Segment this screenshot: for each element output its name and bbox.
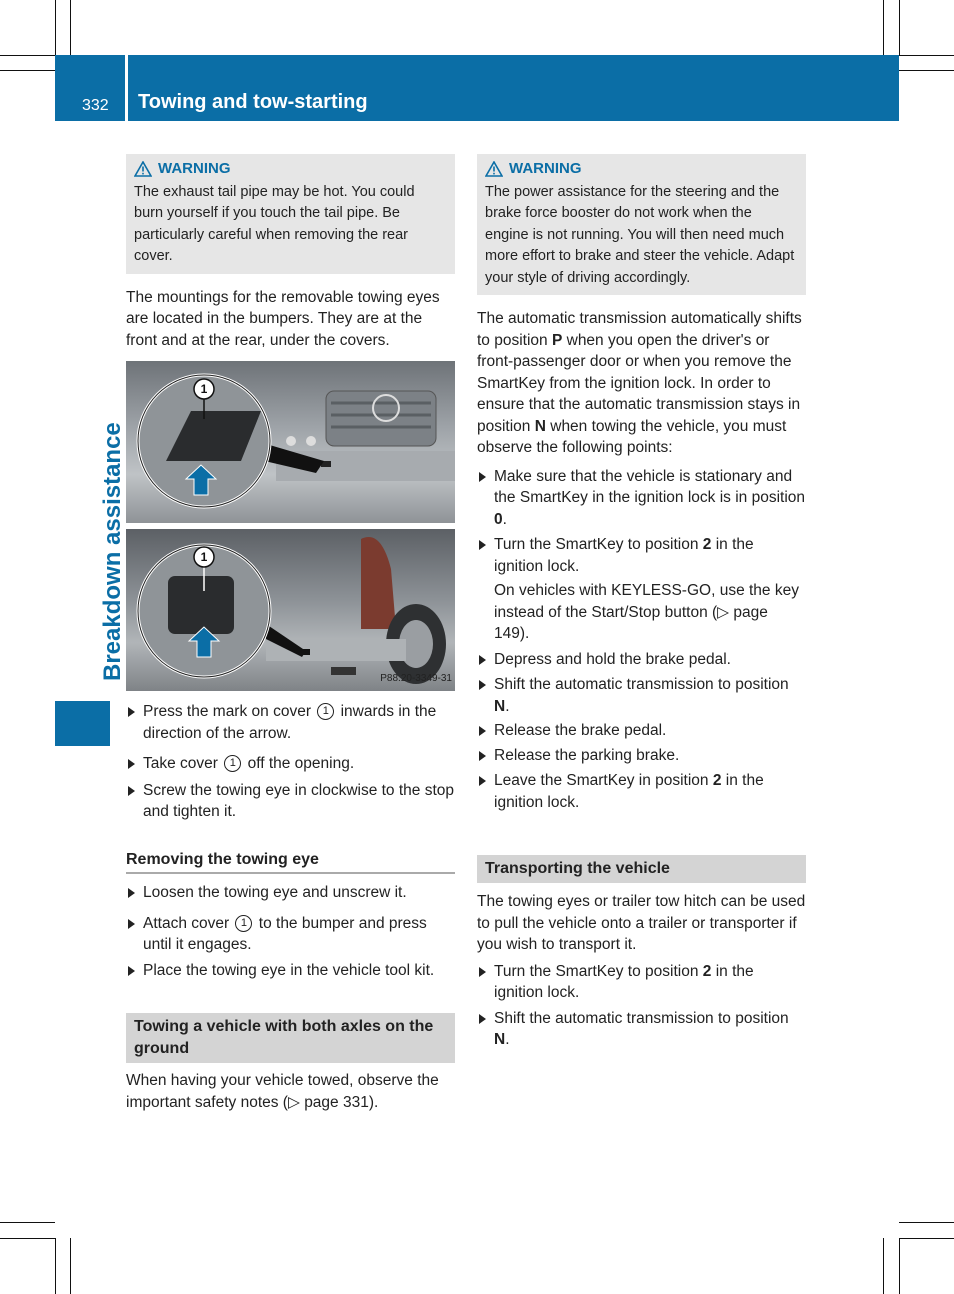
svg-text:1: 1 <box>200 550 208 564</box>
auto-transmission-paragraph: The automatic transmission automatically shifts to position P when you open the driver's or front-passenger door or when you remove the SmartKey from the ignition lock. In order to ensure that the automatic transmission stays in position N when towing the vehicle, you must observe the following points: <box>477 310 802 456</box>
step-list <box>126 701 455 823</box>
section-heading-box: Towing a vehicle with both axles on the ground <box>126 1013 455 1063</box>
bullet-arrow-icon <box>479 776 486 786</box>
list-item: Loosen the towing eye and unscrew it. <box>126 882 455 904</box>
front-bumper-illustration <box>126 361 455 523</box>
crop-mark <box>899 70 954 71</box>
header-separator <box>125 55 128 121</box>
warning-label: WARNING <box>158 160 231 177</box>
step-list <box>477 466 806 814</box>
step-list <box>477 961 806 1051</box>
crop-mark <box>0 55 55 56</box>
crop-mark <box>899 55 954 56</box>
crop-mark <box>0 1238 55 1239</box>
warning-text: The power assistance for the steering and the brake force booster do not work when the engine is not running. You will then need much more effort to brake and steer the vehicle. Adapt your style of driving accordingly. <box>485 183 795 286</box>
warning-header <box>134 158 447 180</box>
list-item: Release the parking brake. <box>477 745 806 767</box>
list-item: Place the towing eye in the vehicle tool kit. <box>126 960 455 982</box>
list-item: Press the mark on cover 1 inwards in the direction of the arrow. <box>126 701 455 744</box>
list-item: Attach cover 1 to the bumper and press until it engages. <box>126 913 455 956</box>
list-item: Shift the automatic transmission to position N. <box>477 1008 806 1051</box>
section-sidebar <box>55 121 126 746</box>
step-list <box>126 882 455 981</box>
section-heading-box: Transporting the vehicle <box>477 855 806 883</box>
bullet-arrow-icon <box>128 888 135 898</box>
callout-1-icon: 1 <box>224 755 241 772</box>
warning-box <box>477 154 806 295</box>
list-item: Depress and hold the brake pedal. <box>477 649 806 671</box>
bullet-arrow-icon <box>479 751 486 761</box>
figure-code: P88.20-3349-31 <box>380 672 452 684</box>
bullet-arrow-icon <box>479 680 486 690</box>
transport-paragraph: The towing eyes or trailer tow hitch can be used to pull the vehicle onto a trailer or transporter if you wish to transport it. <box>477 893 806 953</box>
warning-icon <box>485 161 503 177</box>
crop-mark <box>70 1238 71 1294</box>
intro-paragraph: The mountings for the removable towing eyes are located in the bumpers. They are at the front and at the rear, under the covers. <box>126 288 440 349</box>
list-item: Release the brake pedal. <box>477 720 806 742</box>
bullet-arrow-icon <box>128 786 135 796</box>
list-item: Take cover 1 off the opening. <box>126 753 455 775</box>
bullet-arrow-icon <box>479 540 486 550</box>
list-item: Turn the SmartKey to position 2 in the ignition lock. <box>477 534 806 577</box>
warning-label: WARNING <box>509 160 582 177</box>
crop-mark <box>0 1222 55 1223</box>
warning-header <box>485 158 798 180</box>
crop-mark <box>883 0 884 55</box>
callout-1-icon: 1 <box>235 915 252 932</box>
crop-mark <box>70 0 71 55</box>
bullet-arrow-icon <box>479 726 486 736</box>
list-item: Shift the automatic transmission to position N. <box>477 674 806 717</box>
list-item: Make sure that the vehicle is stationary and the SmartKey in the ignition lock is in position 0. <box>477 466 806 531</box>
crop-mark <box>899 1222 954 1223</box>
crop-mark <box>0 70 55 71</box>
warning-box <box>126 154 455 274</box>
page-number: 332 <box>82 97 109 114</box>
bullet-arrow-icon <box>479 472 486 482</box>
right-column <box>477 154 806 1051</box>
svg-text:1: 1 <box>200 382 208 396</box>
front-bumper-photo <box>126 361 455 523</box>
list-item: Turn the SmartKey to position 2 in the ignition lock. <box>477 961 806 1004</box>
towing-paragraph: When having your vehicle towed, observe the important safety notes (▷ page 331). <box>126 1072 439 1111</box>
bullet-arrow-icon <box>128 919 135 929</box>
crop-mark <box>55 0 56 55</box>
crop-mark <box>899 1238 954 1239</box>
list-item: Screw the towing eye in clockwise to the stop and tighten it. <box>126 780 455 823</box>
bullet-arrow-icon <box>479 655 486 665</box>
section-tab <box>55 701 110 746</box>
crop-mark <box>899 1238 900 1294</box>
warning-icon <box>134 161 152 177</box>
page-header <box>55 55 899 121</box>
bullet-arrow-icon <box>128 759 135 769</box>
list-note: On vehicles with KEYLESS-GO, use the key instead of the Start/Stop button (▷ page 149). <box>494 582 799 642</box>
warning-text: The exhaust tail pipe may be hot. You could burn yourself if you touch the tail pipe. Be particularly careful when removing the rear cover. <box>134 183 415 264</box>
page-title: Towing and tow-starting <box>138 91 368 113</box>
section-label: Breakdown assistance <box>99 422 126 681</box>
list-item: Leave the SmartKey in position 2 in the ignition lock. <box>477 770 806 813</box>
left-column <box>126 154 455 1113</box>
crop-mark <box>883 1238 884 1294</box>
section-heading: Removing the towing eye <box>126 849 455 875</box>
rear-bumper-photo <box>126 529 455 691</box>
crop-mark <box>55 1238 56 1294</box>
callout-1-icon: 1 <box>317 703 334 720</box>
bullet-arrow-icon <box>479 1014 486 1024</box>
bullet-arrow-icon <box>128 707 135 717</box>
bullet-arrow-icon <box>128 966 135 976</box>
crop-mark <box>899 0 900 55</box>
bullet-arrow-icon <box>479 967 486 977</box>
